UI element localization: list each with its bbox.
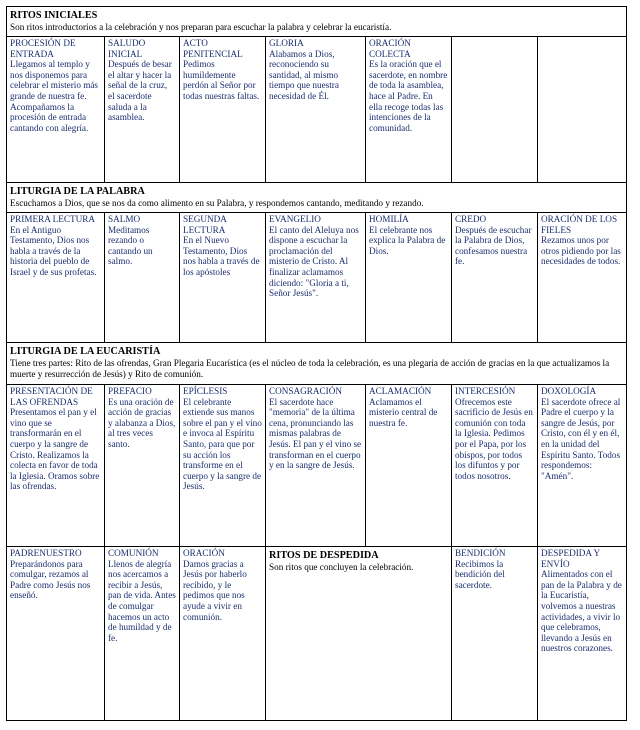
item-name: CREDO: [455, 214, 487, 224]
item-name: PADRENUESTRO: [10, 548, 82, 558]
cell-oracion-colecta: [366, 37, 452, 183]
section-ritos-despedida: [266, 547, 452, 721]
item-name: BENDICIÓN: [455, 548, 506, 558]
item-text: En el Nuevo Testamento, Dios nos habla a través de los apóstoles: [183, 235, 260, 277]
section-header-row: [7, 7, 627, 37]
item-text: El celebrante nos explica la Palabra de Dios.: [369, 224, 446, 256]
section-liturgia-eucaristia: [7, 343, 627, 385]
section-title: RITOS DE DESPEDIDA: [269, 550, 379, 561]
cell-homilia: [366, 213, 452, 343]
item-name: SALMO: [108, 214, 141, 224]
item-text: Meditamos rezando o cantando un salmo.: [108, 224, 153, 267]
section-header-row: [7, 343, 627, 385]
section-title: LITURGIA DE LA EUCARISTÍA: [10, 346, 161, 357]
item-name: ACLAMACIÓN: [369, 386, 432, 396]
item-name: SEGUNDA LECTURA: [183, 214, 227, 235]
item-name: INTERCESIÓN: [455, 386, 516, 396]
items-row: [7, 385, 627, 547]
item-name: EVANGELIO: [269, 214, 321, 224]
item-text: Aclamamos el misterio central de nuestra fe.: [369, 396, 438, 428]
item-text: Es la oración que el sacerdote, en nombre de toda la asamblea, hace al Padre. En ella recoge todas las intenciones de la comunidad.: [369, 59, 448, 133]
item-text: Pedimos humildemente perdón al Señor por todas nuestras faltas.: [183, 59, 260, 101]
item-text: Preparándonos para comulgar, rezamos al Padre como Jesús nos enseñó.: [10, 558, 91, 601]
item-name: ORACIÓN DE LOS FIELES: [541, 214, 618, 235]
cell-padrenuestro: [7, 547, 105, 721]
item-text: En el Antiguo Testamento, Dios nos habla a través de la historia del pueblo de Israel y de sus profetas.: [10, 224, 97, 277]
item-text: Alimentados con el pan de la Palabra y de la Eucaristía, volvemos a nuestras actividades, a vivir lo que celebramos, llevando a Jesús en nuestros corazones.: [541, 569, 622, 654]
item-name: GLORIA: [269, 38, 304, 48]
section-title: RITOS INICIALES: [10, 10, 98, 21]
empty-cell: [538, 37, 627, 183]
cell-oracion-fieles: [538, 213, 627, 343]
items-row: [7, 213, 627, 343]
item-text: Llenos de alegría nos acercamos a recibir a Jesús, pan de vida. Antes de comulgar hacemos un acto de humildad y de fe.: [108, 558, 176, 643]
item-name: DESPEDIDA Y ENVÍO: [541, 548, 600, 569]
cell-aclamacion: [366, 385, 452, 547]
cell-comunion: [105, 547, 180, 721]
item-text: Ofrecemos este sacrificio de Jesús en comunión con toda la Iglesia. Pedimos por el Papa, por los obispos, por todos los difuntos y por todos nosotros.: [455, 396, 533, 481]
item-name: DOXOLOGÍA: [541, 386, 597, 396]
section-liturgia-palabra: [7, 183, 627, 213]
item-text: El canto del Aleluya nos dispone a escuchar la proclamación del misterio de Cristo. Al finalizar aclamamos diciendo: "Gloria a ti, Señor Jesús".: [269, 224, 359, 299]
item-text: Recibimos la bendición del sacerdote.: [455, 558, 505, 590]
item-name: PRESENTACIÓN DE LAS OFRENDAS: [10, 386, 93, 407]
item-name: ORACIÓN: [183, 548, 225, 558]
empty-cell: [452, 37, 538, 183]
cell-gloria: [266, 37, 366, 183]
cell-oracion-final: [180, 547, 266, 721]
cell-primera-lectura: [7, 213, 105, 343]
section-title: LITURGIA DE LA PALABRA: [10, 186, 145, 197]
item-text: El sacerdote ofrece al Padre el cuerpo y la sangre de Jesús, por Cristo, con él y en él, en la unidad del Espíritu Santo. Todos respondemos: "Amén".: [541, 396, 621, 481]
cell-bendicion: [452, 547, 538, 721]
cell-consagracion: [266, 385, 366, 547]
item-name: COMUNIÓN: [108, 548, 159, 558]
cell-saludo-inicial: [105, 37, 180, 183]
cell-evangelio: [266, 213, 366, 343]
item-text: Es una oración de acción de gracias y alabanza a Dios, al tres veces santo.: [108, 396, 176, 449]
cell-salmo: [105, 213, 180, 343]
item-text: Alabamos a Dios, reconociendo su santidad, al mismo tiempo que nuestra necesidad de Él.: [269, 48, 339, 101]
section-ritos-iniciales: [7, 7, 627, 37]
item-text: Damos gracias a Jesús por haberlo recibido, y le pedimos que nos ayude a vivir en comunión.: [183, 558, 247, 622]
item-name: ACTO PENITENCIAL: [183, 38, 243, 59]
item-name: PRIMERA LECTURA: [10, 214, 95, 224]
item-name: PREFACIO: [108, 386, 152, 396]
section-description: Tiene tres partes: Rito de las ofrendas, Gran Plegaria Eucarística (es el núcleo de toda la celebración, es una plegaria de acción de gracias en la que actualizamos la muerte y resurrección de Jesús) y Rito de comunión.: [10, 358, 610, 379]
cell-despedida-envio: [538, 547, 627, 721]
item-text: Presentamos el pan y el vino que se transformarán en el cuerpo y la sangre de Cristo. Realizamos la colecta en favor de toda la Iglesia. Oramos sobre las ofrendas.: [10, 407, 100, 492]
cell-doxologia: [538, 385, 627, 547]
cell-prefacio: [105, 385, 180, 547]
item-text: El sacerdote hace "memoria" de la última cena, pronunciando las mismas palabras de Jesús. El pan y el vino se transforman en el cuerpo y en la sangre de Jesús.: [269, 396, 362, 471]
item-name: SALUDO INICIAL: [108, 38, 146, 59]
section-description: Son ritos que concluyen la celebración.: [269, 562, 414, 572]
items-row: [7, 37, 627, 183]
item-text: Después de besar el altar y hacer la señal de la cruz, el sacerdote saluda a la asamblea.: [108, 59, 172, 123]
cell-intercesion: [452, 385, 538, 547]
item-text: El celebrante extiende sus manos sobre el pan y el vino e invoca al Espíritu Santo, para que por su acción los transforme en el cuerpo y la sangre de Jesús.: [183, 396, 262, 492]
cell-segunda-lectura: [180, 213, 266, 343]
mass-parts-table: [6, 6, 627, 721]
item-text: Después de escuchar la Palabra de Dios, confesamos nuestra fe.: [455, 224, 532, 267]
cell-procesion-entrada: [7, 37, 105, 183]
item-name: PROCESIÓN DE ENTRADA: [10, 38, 76, 59]
item-name: CONSAGRACIÓN: [269, 386, 342, 396]
cell-acto-penitencial: [180, 37, 266, 183]
item-text: Llegamos al templo y nos disponemos para celebrar el misterio más grande de nuestra fe. Acompañamos la procesión de entrada cantando con alegría.: [10, 59, 99, 133]
cell-epiclesis: [180, 385, 266, 547]
item-name: EPÍCLESIS: [183, 386, 228, 396]
item-name: ORACIÓN COLECTA: [369, 38, 411, 59]
section-description: Escuchamos a Dios, que se nos da como alimento en su Palabra, y respondemos cantando, meditando y rezando.: [10, 198, 424, 208]
items-row: [7, 547, 627, 721]
cell-presentacion-ofrendas: [7, 385, 105, 547]
section-header-row: [7, 183, 627, 213]
item-text: Rezamos unos por otros pidiendo por las necesidades de todos.: [541, 235, 621, 267]
item-name: HOMILÍA: [369, 214, 409, 224]
section-description: Son ritos introductorios a la celebración y nos preparan para escuchar la palabra y celebrar la eucaristía.: [10, 22, 392, 32]
cell-credo: [452, 213, 538, 343]
